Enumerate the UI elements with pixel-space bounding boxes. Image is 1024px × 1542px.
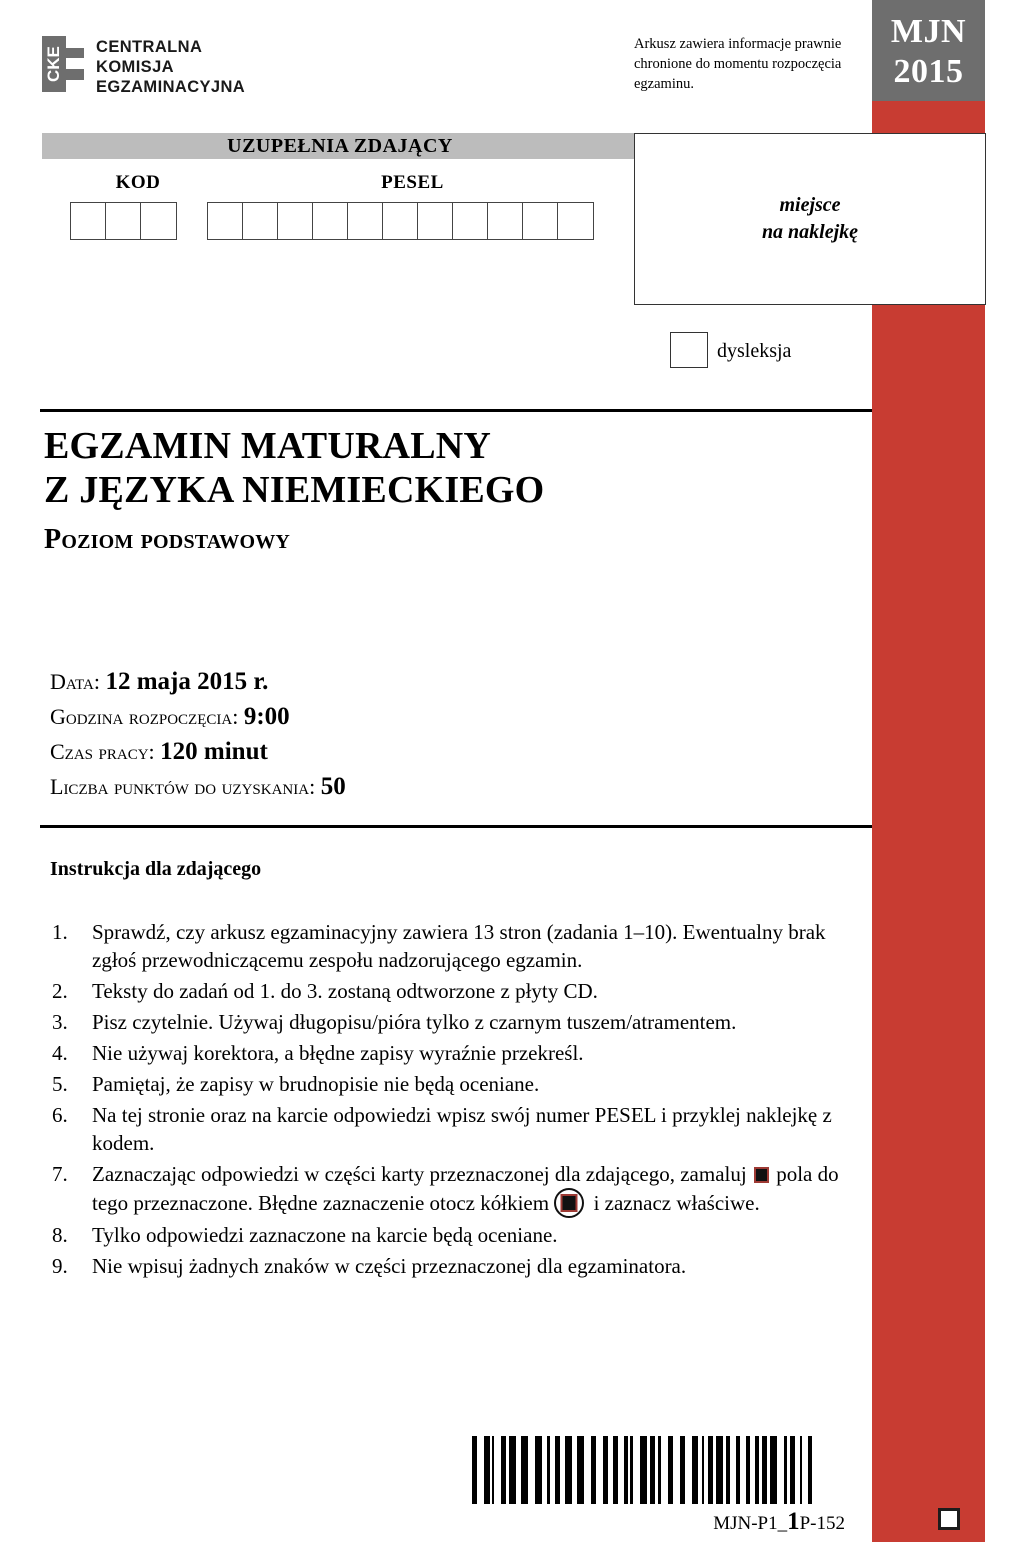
- list-item-text: Na tej stronie oraz na karcie odpowiedzi wpisz swój numer PESEL i przyklej naklejkę z kodem.: [92, 1103, 832, 1155]
- divider-top: [40, 409, 872, 412]
- meta-value: 50: [320, 773, 346, 800]
- cke-word-line-3: EGZAMINACYJNA: [96, 78, 246, 96]
- character-cell[interactable]: [243, 203, 278, 239]
- list-item: [50, 1070, 850, 1098]
- barcode-bar: [777, 1436, 784, 1504]
- list-item-number: 1.: [52, 920, 68, 944]
- sheet-code-prefix: MJN-P1_: [713, 1513, 788, 1534]
- exam-meta-list: [50, 664, 860, 804]
- sticker-placeholder-text: [762, 192, 858, 246]
- list-item: [50, 1039, 850, 1067]
- list-item-text: Teksty do zadań od 1. do 3. zostaną odtworzone z płyty CD.: [92, 979, 598, 1003]
- character-cell[interactable]: [488, 203, 523, 239]
- list-item: [50, 1221, 850, 1249]
- character-cell[interactable]: [453, 203, 488, 239]
- list-item-text: Sprawdź, czy arkusz egzaminacyjny zawiera 13 stron (zadania 1–10). Ewentualny brak zgłoś przewodniczącemu zespołu nadzorującego egzamin.: [92, 920, 826, 972]
- barcode-bar: [521, 1436, 528, 1504]
- pesel-input-boxes[interactable]: [207, 202, 594, 240]
- list-item-number: 4.: [52, 1041, 68, 1065]
- barcode-bar: [596, 1436, 603, 1504]
- instructions-list: [50, 918, 850, 1283]
- list-item: [50, 1252, 850, 1280]
- character-cell[interactable]: [208, 203, 243, 239]
- instruction-7-part-3: i zaznacz właściwe.: [588, 1191, 760, 1215]
- cke-logo: [42, 36, 245, 97]
- exam-code: MJN: [890, 13, 967, 50]
- list-item-number: 5.: [52, 1072, 68, 1096]
- cke-word-line-2: KOMISJA: [96, 58, 174, 76]
- meta-value: 12 maja 2015 r.: [105, 668, 269, 695]
- list-item-text: Pamiętaj, że zapisy w brudnopisie nie będą oceniane.: [92, 1072, 540, 1096]
- cke-logo-initials: CKE: [44, 46, 63, 82]
- list-item-number: 7.: [52, 1162, 68, 1186]
- list-item-number: 8.: [52, 1223, 68, 1247]
- list-item-text: Nie wpisuj żadnych znaków w części przeznaczonej dla egzaminatora.: [92, 1254, 687, 1278]
- barcode-bar: [633, 1436, 640, 1504]
- character-cell[interactable]: [348, 203, 383, 239]
- barcode-bar: [673, 1436, 680, 1504]
- meta-key: Data:: [50, 669, 100, 694]
- cke-logo-mark-icon: [42, 36, 84, 92]
- character-cell[interactable]: [523, 203, 558, 239]
- sheet-code: [600, 1508, 845, 1536]
- character-cell[interactable]: [313, 203, 348, 239]
- meta-row: [50, 664, 860, 699]
- instruction-7-part-1: Zaznaczając odpowiedzi w części karty przeznaczonej dla zdającego, zamaluj: [92, 1162, 752, 1186]
- barcode-bar: [770, 1436, 777, 1504]
- barcode-bar: [528, 1436, 535, 1504]
- filled-square-marker-icon: [754, 1167, 769, 1183]
- kod-label: KOD: [115, 172, 161, 193]
- kod-input-boxes[interactable]: [70, 202, 177, 240]
- dysleksja-checkbox[interactable]: [670, 332, 708, 368]
- barcode-bar: [577, 1436, 584, 1504]
- meta-value: 9:00: [243, 703, 290, 730]
- list-item: [50, 977, 850, 1005]
- sticker-line-2: na naklejkę: [761, 221, 859, 243]
- list-item-number: 6.: [52, 1103, 68, 1127]
- character-cell[interactable]: [418, 203, 453, 239]
- exam-level: Poziom podstawowy: [44, 524, 291, 555]
- sticker-placeholder-box: [634, 133, 986, 305]
- list-item: [50, 1101, 850, 1157]
- sticker-line-1: miejsce: [779, 194, 841, 216]
- meta-key: Godzina rozpoczęcia:: [50, 704, 239, 729]
- list-item: [50, 1160, 850, 1218]
- exam-year: 2015: [893, 53, 964, 90]
- meta-row: [50, 769, 860, 804]
- list-item-number: 9.: [52, 1254, 68, 1278]
- exam-code-badge: [872, 0, 985, 101]
- list-item-number: 2.: [52, 979, 68, 1003]
- page-title: [44, 424, 864, 512]
- barcode-bar: [477, 1436, 484, 1504]
- instructions-heading: Instrukcja dla zdającego: [50, 858, 262, 880]
- barcode-bar: [640, 1436, 647, 1504]
- barcode: [472, 1436, 817, 1504]
- list-item-text: [92, 1160, 850, 1218]
- character-cell[interactable]: [106, 203, 141, 239]
- list-item: [50, 918, 850, 974]
- character-cell[interactable]: [558, 203, 593, 239]
- list-item-text: Nie używaj korektora, a błędne zapisy wyraźnie przekreśl.: [92, 1041, 584, 1065]
- barcode-bar: [584, 1436, 591, 1504]
- page-title-line-1: EGZAMIN MATURALNY: [44, 425, 492, 467]
- barcode-bar: [716, 1436, 723, 1504]
- list-item-text: Pisz czytelnie. Używaj długopisu/pióra tylko z czarnym tuszem/atramentem.: [92, 1010, 737, 1034]
- list-item: [50, 1008, 850, 1036]
- cke-word-line-1: CENTRALNA: [96, 38, 203, 56]
- sheet-code-suffix: P-152: [799, 1513, 845, 1534]
- divider-middle: [40, 825, 872, 828]
- barcode-bar: [812, 1436, 816, 1504]
- barcode-bar: [661, 1436, 668, 1504]
- meta-row: [50, 699, 860, 734]
- dysleksja-label: dysleksja: [717, 340, 792, 362]
- meta-key: Liczba punktów do uzyskania:: [50, 774, 316, 799]
- barcode-bar: [494, 1436, 501, 1504]
- sheet-code-page: 1: [787, 1508, 800, 1535]
- circled-square-marker-icon: [554, 1188, 584, 1218]
- meta-row: [50, 734, 860, 769]
- instruction-7-part-2: pola do tego przeznaczone. Błędne zaznaczenie otocz kółkiem: [92, 1162, 839, 1215]
- character-cell[interactable]: [141, 203, 176, 239]
- list-item-text: Tylko odpowiedzi zaznaczone na karcie będą oceniane.: [92, 1223, 558, 1247]
- character-cell[interactable]: [71, 203, 106, 239]
- list-item-number: 3.: [52, 1010, 68, 1034]
- barcode-bar: [685, 1436, 692, 1504]
- cke-logo-wordmark: [96, 36, 245, 97]
- corner-marker-box: [938, 1508, 960, 1530]
- barcode-bar: [565, 1436, 572, 1504]
- meta-key: Czas pracy:: [50, 739, 155, 764]
- pesel-label: PESEL: [381, 172, 444, 193]
- meta-value: 120 minut: [160, 738, 268, 765]
- character-cell[interactable]: [278, 203, 313, 239]
- page-title-line-2: Z JĘZYKA NIEMIECKIEGO: [44, 469, 545, 511]
- legal-notice: Arkusz zawiera informacje prawnie chronione do momentu rozpoczęcia egzaminu.: [634, 36, 842, 92]
- barcode-bar: [535, 1436, 542, 1504]
- character-cell[interactable]: [383, 203, 418, 239]
- barcode-bar: [509, 1436, 516, 1504]
- candidate-section-title: UZUPEŁNIA ZDAJĄCY: [42, 133, 638, 159]
